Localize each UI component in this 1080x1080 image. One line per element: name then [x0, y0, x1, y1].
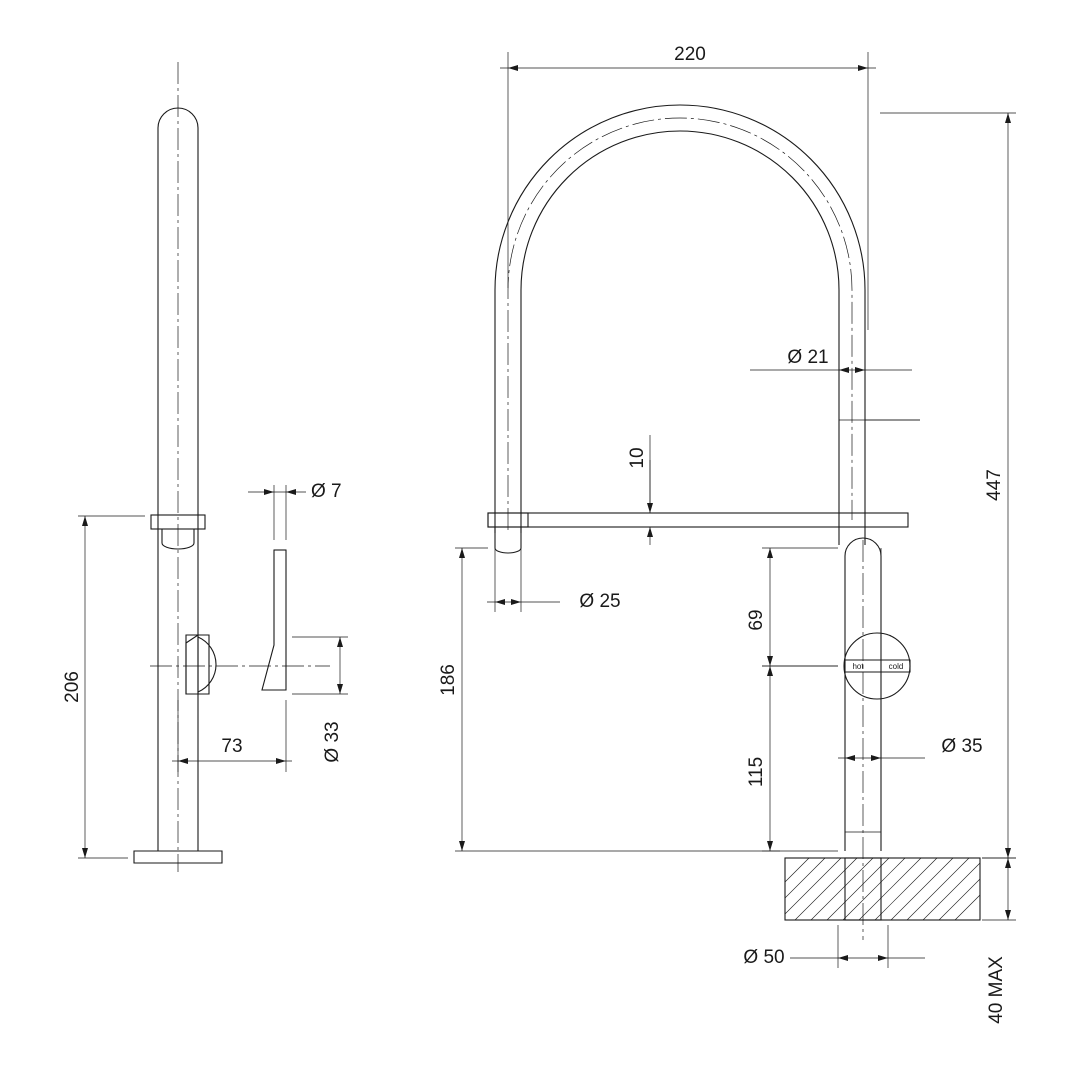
dim-d69 — [746, 548, 838, 666]
dim-d73-label: 73 — [221, 736, 243, 757]
dim-d69-label: 69 — [746, 609, 767, 631]
front-view-geometry — [488, 105, 983, 940]
dim-d220 — [500, 44, 876, 330]
dim-d206 — [62, 516, 145, 858]
dim-d7 — [248, 481, 342, 540]
dim-d25 — [487, 548, 621, 612]
dim-d115-label: 115 — [746, 756, 767, 788]
dim-d73 — [172, 700, 292, 772]
dim-d115 — [746, 666, 838, 851]
dim-d21-label: Ø 21 — [787, 347, 829, 368]
handle-hot-cold-markings — [852, 662, 903, 671]
hot-label: hot — [852, 662, 864, 671]
dim-d447-label: 447 — [984, 469, 1005, 501]
dim-d186-label: 186 — [438, 664, 459, 696]
dim-d220-label: 220 — [674, 44, 706, 65]
dim-d40max-label: 40 MAX — [986, 956, 1007, 1024]
cold-label: cold — [888, 662, 904, 671]
dim-d35 — [838, 700, 983, 768]
bench-hatching — [785, 858, 980, 920]
dim-d50 — [743, 925, 925, 968]
dim-d10 — [627, 435, 653, 545]
dim-d10-label: 10 — [627, 447, 648, 469]
dim-d21 — [750, 347, 920, 420]
dim-d50-label: Ø 50 — [743, 947, 785, 969]
dim-d33-label: Ø 33 — [322, 721, 343, 763]
dim-d40max — [982, 858, 1016, 1024]
dim-d7-label: Ø 7 — [311, 481, 342, 503]
dim-d35-label: Ø 35 — [941, 736, 983, 757]
dim-d33 — [292, 637, 348, 763]
dim-d25-label: Ø 25 — [579, 591, 621, 613]
dim-d206-label: 206 — [62, 671, 83, 703]
